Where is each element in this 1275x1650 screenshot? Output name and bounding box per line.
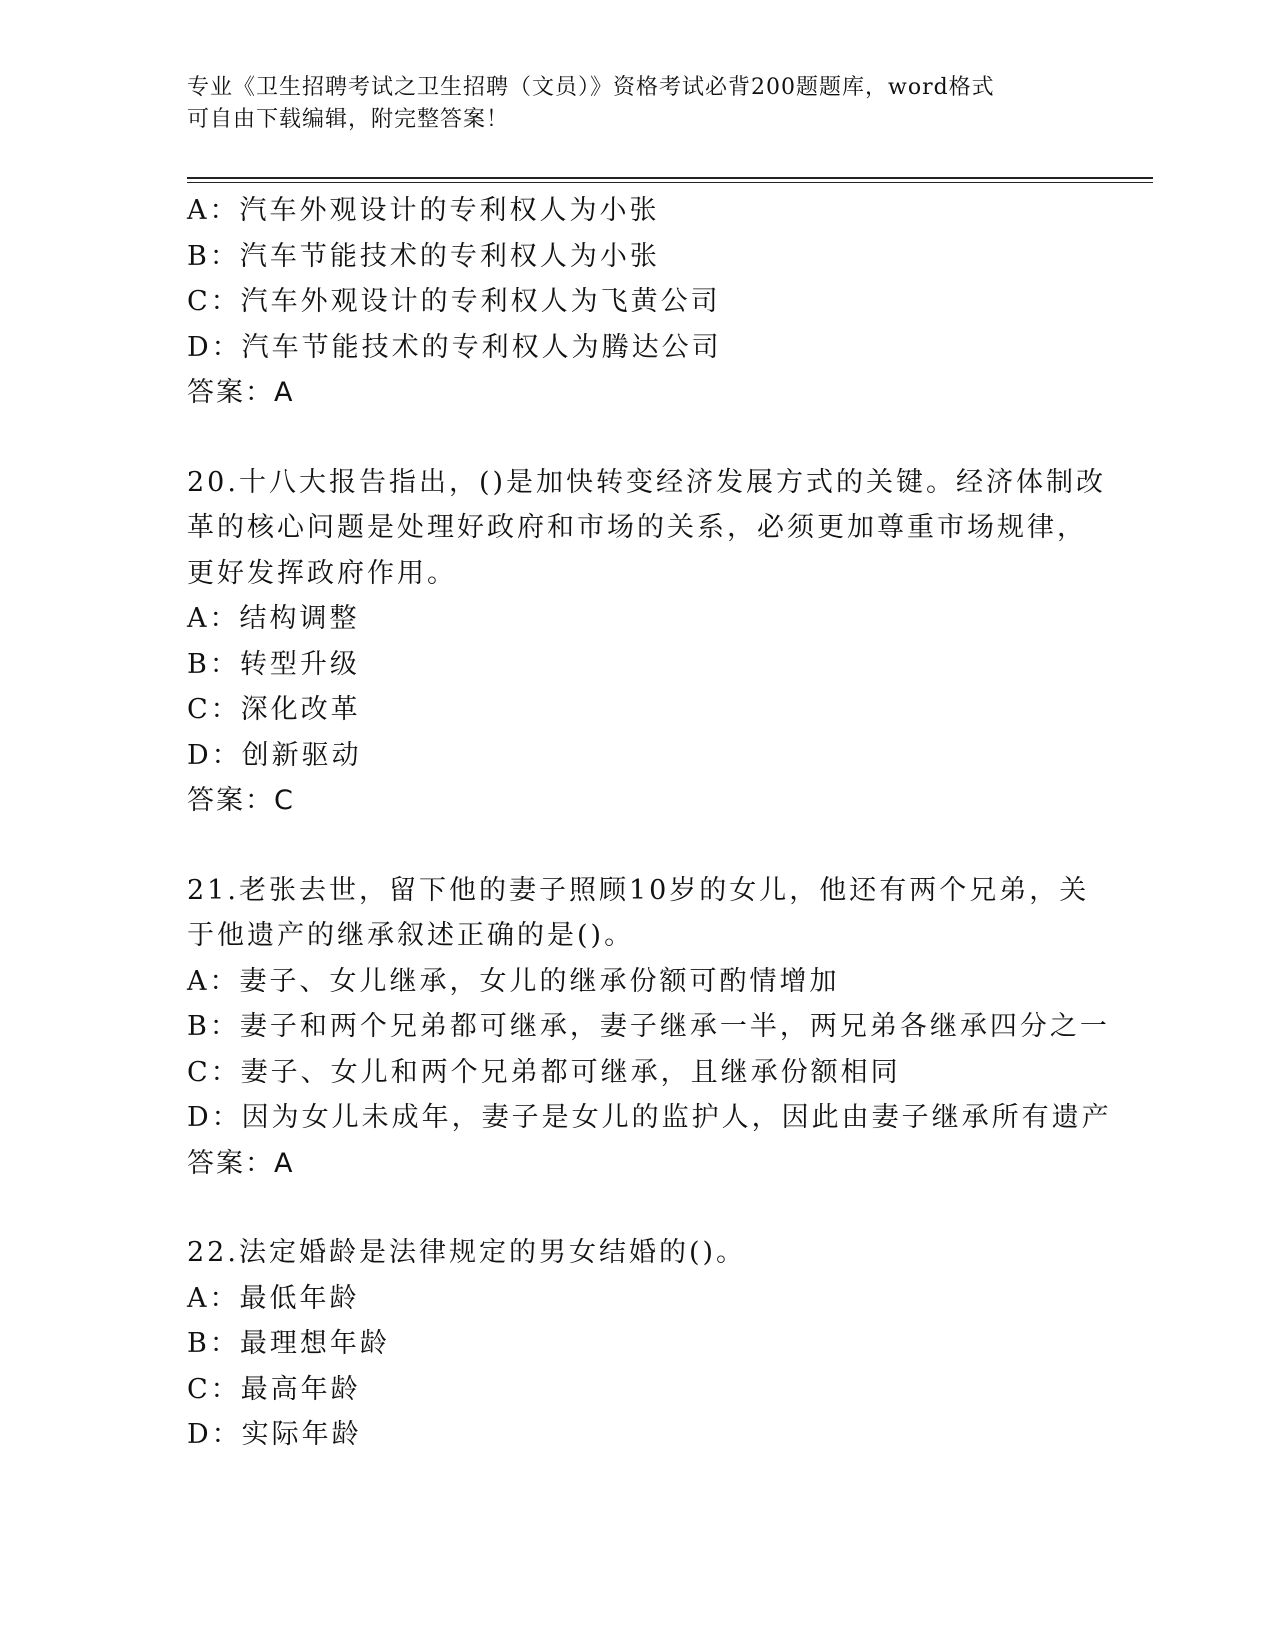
option-c: C：妻子、女儿和两个兄弟都可继承，且继承份额相同 [187, 1056, 901, 1088]
stem-line-3: 更好发挥政府作用。 [187, 557, 457, 589]
stem-line-1: 20.十八大报告指出，()是加快转变经济发展方式的关键。经济体制改 [187, 466, 1107, 498]
question-19 [187, 188, 1087, 416]
question-21 [187, 868, 1112, 1187]
option-d: D：创新驱动 [187, 739, 362, 771]
stem-line-1: 22.法定婚龄是法律规定的男女结婚的()。 [187, 1237, 747, 1268]
option-a: A：最低年龄 [187, 1282, 360, 1314]
option-b: B：最理想年龄 [187, 1328, 390, 1359]
spacer [187, 416, 1087, 460]
spacer [187, 824, 1087, 868]
question-stem [187, 1230, 1087, 1276]
option-b: B：汽车节能技术的专利权人为小张 [187, 240, 660, 272]
option-a: A：汽车外观设计的专利权人为小张 [187, 195, 660, 226]
answer-line: 答案：C [187, 785, 295, 816]
option-a: A：结构调整 [187, 603, 360, 634]
stem-line-2: 于他遗产的继承叙述正确的是()。 [187, 920, 635, 951]
header-divider-thin [187, 182, 1153, 183]
spacer [187, 1186, 1087, 1230]
question-22 [187, 1230, 1087, 1458]
option-c: C：深化改革 [187, 694, 361, 725]
option-b: B：转型升级 [187, 648, 360, 680]
stem-line-1: 21.老张去世，留下他的妻子照顾10岁的女儿，他还有两个兄弟，关 [187, 874, 1090, 906]
stem-line-2: 革的核心问题是处理好政府和市场的关系，必须更加尊重市场规律， [187, 512, 1087, 543]
header-divider-thick [187, 177, 1153, 179]
header-title-line-1: 专业《卫生招聘考试之卫生招聘（文员）》资格考试必背200题题库，word格式 [187, 75, 995, 100]
header-title-line-2: 可自由下载编辑，附完整答案！ [187, 107, 510, 132]
question-stem [187, 460, 1107, 597]
question-list [187, 188, 1112, 1458]
document-header [187, 72, 1087, 136]
answer-line: 答案：A [187, 377, 295, 408]
option-a: A：妻子、女儿继承，女儿的继承份额可酌情增加 [187, 965, 840, 997]
question-20 [187, 460, 1107, 824]
answer-line: 答案：A [187, 1147, 295, 1179]
option-c: C：汽车外观设计的专利权人为飞黄公司 [187, 286, 721, 317]
option-d: D：汽车节能技术的专利权人为腾达公司 [187, 331, 722, 363]
option-d: D：因为女儿未成年，妻子是女儿的监护人，因此由妻子继承所有遗产 [187, 1102, 1112, 1133]
option-b: B：妻子和两个兄弟都可继承，妻子继承一半，两兄弟各继承四分之一 [187, 1011, 1110, 1042]
option-d: D：实际年龄 [187, 1419, 362, 1450]
question-stem [187, 868, 1090, 959]
option-c: C：最高年龄 [187, 1373, 361, 1405]
